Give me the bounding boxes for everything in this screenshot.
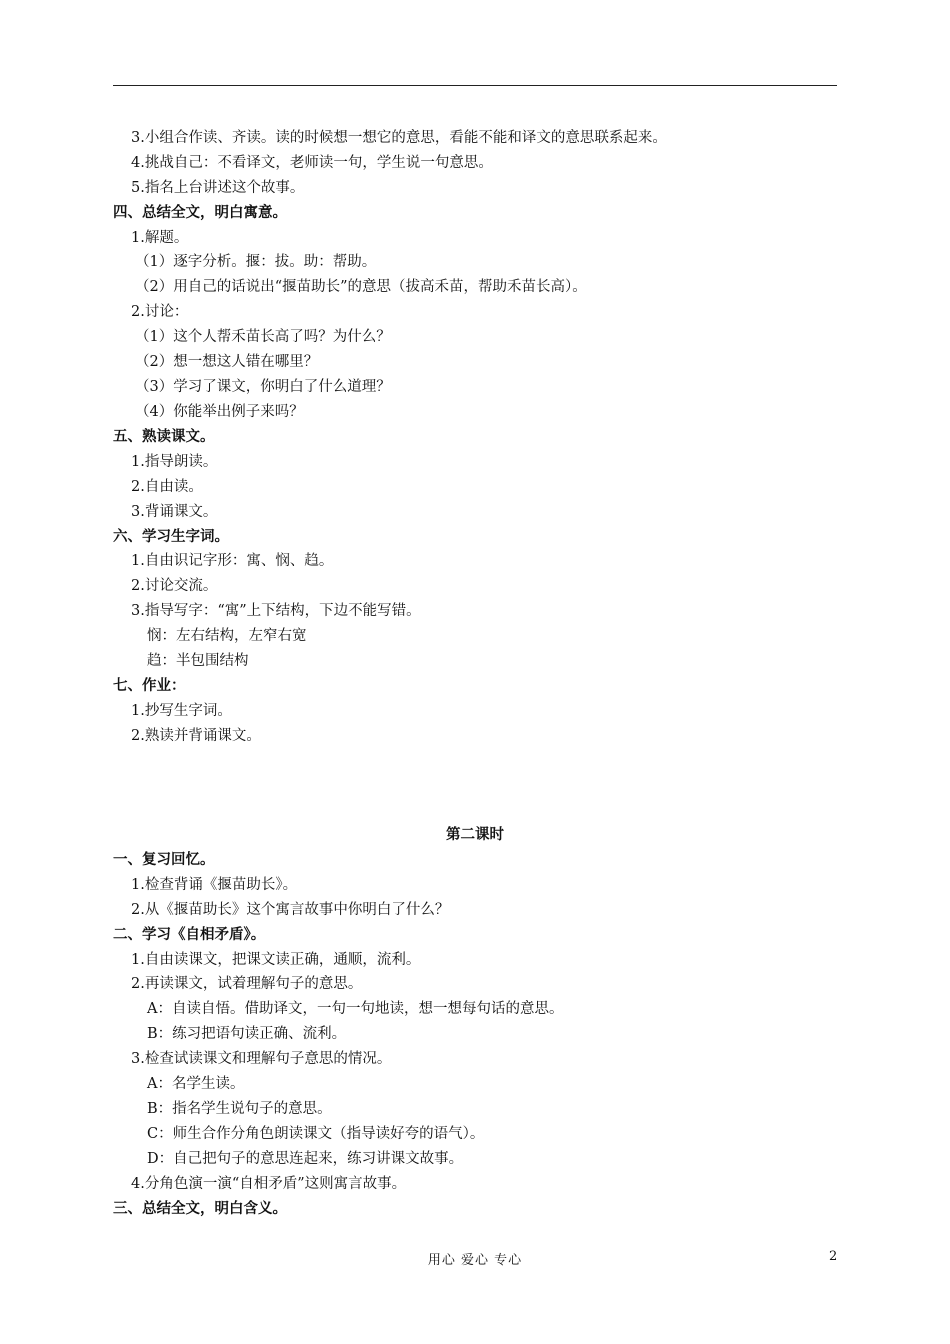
list-item: 2.讨论交流。: [131, 578, 218, 594]
list-item: 1.自由读课文，把课文读正确，通顺，流利。: [131, 952, 421, 968]
section-heading: 一、复习回忆。: [113, 852, 215, 868]
list-item: 4.分角色演一演“自相矛盾”这则寓言故事。: [131, 1176, 407, 1192]
section-heading: 三、总结全文，明白含义。: [113, 1201, 287, 1217]
section-heading: 五、熟读课文。: [113, 429, 215, 445]
list-item: 2.自由读。: [131, 479, 203, 495]
list-item: 1.自由识记字形：寓、悯、趋。: [131, 553, 334, 569]
list-item: 趋：半包围结构: [147, 653, 249, 669]
list-item: 1.检查背诵《揠苗助长》。: [131, 877, 298, 893]
list-item: 1.抄写生字词。: [131, 703, 232, 719]
list-item: （1）这个人帮禾苗长高了吗？为什么？: [135, 329, 391, 345]
page-number: 2: [829, 1249, 838, 1264]
list-item: （3）学习了课文，你明白了什么道理？: [135, 379, 391, 395]
list-item: A：自读自悟。借助译文，一句一句地读，想一想每句话的意思。: [147, 1001, 564, 1017]
section-heading: 二、学习《自相矛盾》。: [113, 927, 266, 943]
lesson-title: 第二课时: [446, 827, 504, 843]
list-item: 3.背诵课文。: [131, 504, 218, 520]
list-item: 3.小组合作读、齐读。读的时候想一想它的意思，看能不能和译文的意思联系起来。: [131, 130, 667, 146]
list-item: 3.指导写字：“寓”上下结构，下边不能写错。: [131, 603, 421, 619]
section-heading: 六、学习生字词。: [113, 529, 229, 545]
list-item: 1.解题。: [131, 230, 189, 246]
list-item: （1）逐字分析。揠：拔。助：帮助。: [135, 254, 377, 270]
list-item: 5.指名上台讲述这个故事。: [131, 180, 305, 196]
list-item: 2.从《揠苗助长》这个寓言故事中你明白了什么？: [131, 902, 450, 918]
list-item: 1.指导朗读。: [131, 454, 218, 470]
list-item: B：练习把语句读正确、流利。: [147, 1026, 347, 1042]
list-item: （2）用自己的话说出“揠苗助长”的意思（拔高禾苗，帮助禾苗长高）。: [135, 279, 587, 295]
list-item: 悯：左右结构，左窄右宽: [147, 628, 307, 644]
list-item: 2.熟读并背诵课文。: [131, 728, 261, 744]
section-heading: 七、作业：: [113, 678, 186, 694]
list-item: 2.再读课文，试着理解句子的意思。: [131, 976, 363, 992]
list-item: A：名学生读。: [147, 1076, 245, 1092]
list-item: 4.挑战自己：不看译文，老师读一句，学生说一句意思。: [131, 155, 493, 171]
list-item: 2.讨论：: [131, 304, 189, 320]
section-heading: 四、总结全文，明白寓意。: [113, 205, 287, 221]
list-item: （4）你能举出例子来吗？: [135, 404, 304, 420]
list-item: D：自己把句子的意思连起来，练习讲课文故事。: [147, 1151, 464, 1167]
list-item: （2）想一想这人错在哪里？: [135, 354, 319, 370]
page-footer: 用心 爱心 专心: [427, 1253, 523, 1268]
list-item: C：师生合作分角色朗读课文（指导读好夸的语气）。: [147, 1126, 485, 1142]
header-rule: [113, 85, 837, 86]
list-item: B：指名学生说句子的意思。: [147, 1101, 332, 1117]
list-item: 3.检查试读课文和理解句子意思的情况。: [131, 1051, 392, 1067]
